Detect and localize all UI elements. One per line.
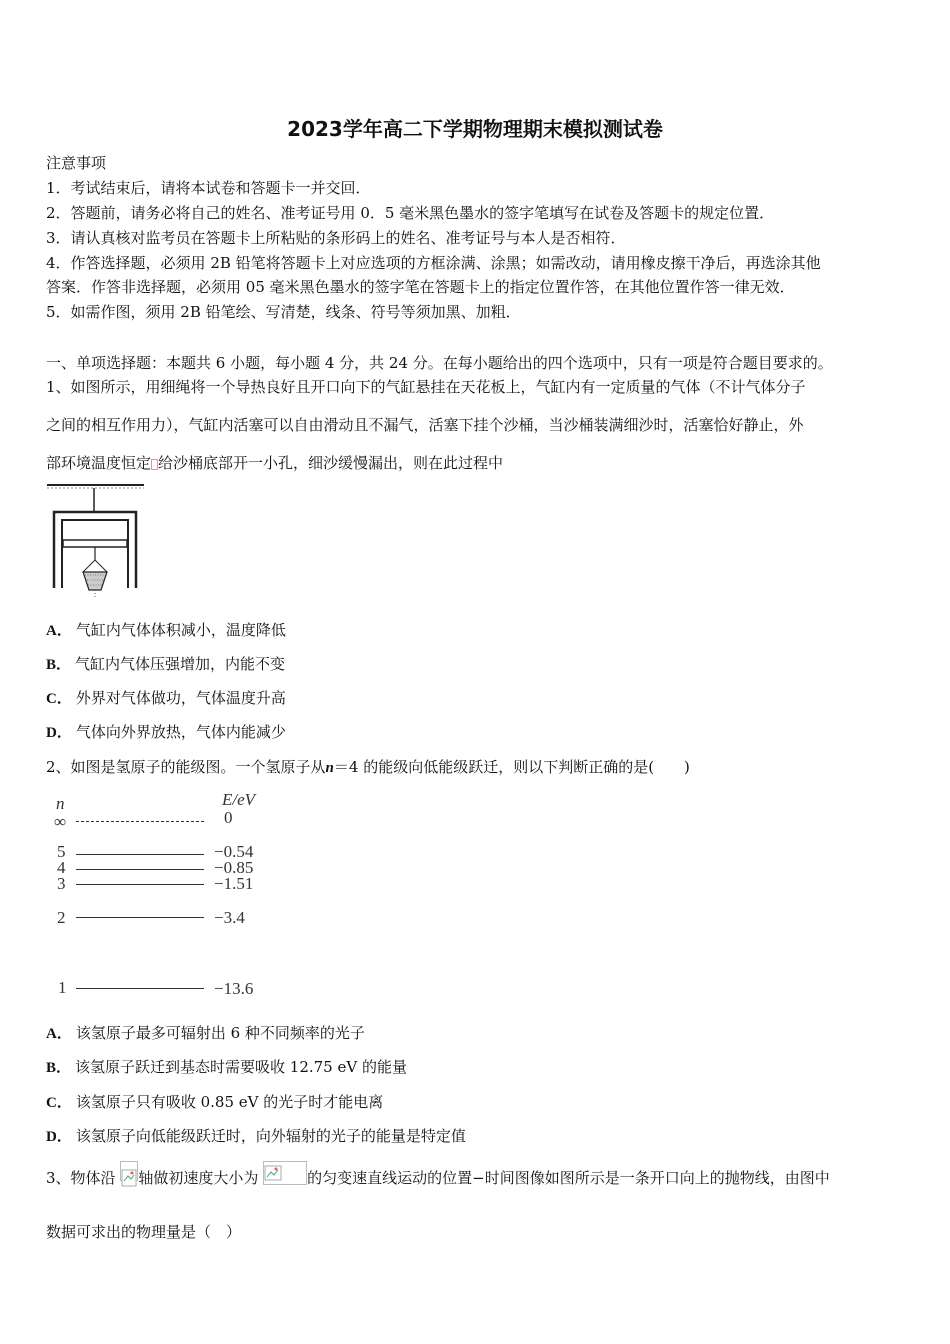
- option-text: 该氢原子向低能级跃迁时，向外辐射的光子的能量是特定值: [75, 1127, 466, 1145]
- q1-stem-text: 给沙桶底部开一小孔，细沙缓慢漏出，则在此过程中: [158, 454, 504, 472]
- level-line-5: [76, 854, 204, 855]
- level-n-label: 5: [57, 842, 66, 861]
- q2-variable: n: [325, 760, 334, 776]
- option-text: 该氢原子跃迁到基态时需要吸收 12.75 eV 的能量: [75, 1058, 407, 1076]
- level-energy-label: −0.54: [214, 842, 254, 861]
- level-line-4: [76, 869, 204, 870]
- cylinder-diagram: [44, 480, 148, 606]
- q1-stem-line: 1、如图所示，用细绳将一个导热良好且开口向下的气缸悬挂在天花板上，气缸内有一定质量的气体（不计气体分子: [46, 378, 806, 396]
- q3-stem: [46, 1158, 830, 1198]
- level-n-label: 4: [57, 858, 66, 877]
- broken-image-icon: [120, 1161, 138, 1181]
- option-letter: A．: [46, 623, 72, 639]
- level-energy-label: −3.4: [214, 908, 245, 927]
- q2-option-a[interactable]: [46, 1022, 365, 1043]
- option-text: 该氢原子最多可辐射出 6 种不同频率的光子: [75, 1024, 365, 1042]
- notice-item: 1．考试结束后，请将本试卷和答题卡一并交回．: [46, 179, 371, 197]
- option-text: 气体向外界放热，气体内能减少: [75, 723, 286, 741]
- q1-stem-line: [46, 452, 503, 473]
- q3-stem-line: 数据可求出的物理量是（ ）: [46, 1223, 242, 1241]
- option-letter: D．: [46, 1129, 72, 1145]
- q2-option-d[interactable]: [46, 1125, 466, 1146]
- q3-stem-text: 轴做初速度大小为: [138, 1169, 259, 1187]
- q3-stem-text: 3、物体沿: [46, 1169, 116, 1187]
- option-text: 气缸内气体压强增加，内能不变: [75, 655, 286, 673]
- level-line-1: [76, 988, 204, 989]
- level-line-infinity: [76, 821, 204, 822]
- option-letter: B．: [46, 657, 72, 673]
- notice-heading: 注意事项: [46, 154, 107, 172]
- broken-image-icon: [151, 459, 158, 470]
- n-axis-label: n: [56, 794, 65, 813]
- q1-option-b[interactable]: [46, 653, 285, 674]
- level-energy-label: −13.6: [214, 979, 254, 998]
- option-text: 外界对气体做功，气体温度升高: [75, 689, 286, 707]
- q1-option-a[interactable]: [46, 619, 286, 640]
- q1-option-d[interactable]: [46, 721, 286, 742]
- q2-stem-text: ＝4 的能级向低能级跃迁，则以下判断正确的是( ): [333, 758, 690, 776]
- notice-item: 答案．作答非选择题，必须用 05 毫米黑色墨水的签字笔在答题卡上的指定位置作答，在其他位置作答一律无效．: [46, 278, 795, 296]
- section-heading: 一、单项选择题：本题共 6 小题，每小题 4 分，共 24 分。在每小题给出的四个选项中，只有一项是符合题目要求的。: [46, 354, 833, 372]
- level-line-3: [76, 884, 204, 885]
- level-n-label: 3: [57, 874, 66, 893]
- q2-option-b[interactable]: [46, 1056, 407, 1077]
- option-letter: A．: [46, 1026, 72, 1042]
- option-letter: D．: [46, 725, 72, 741]
- option-letter: B．: [46, 1060, 72, 1076]
- option-letter: C．: [46, 691, 72, 707]
- page-title: 2023学年高二下学期物理期末模拟测试卷: [287, 117, 663, 141]
- energy-level-diagram: [40, 788, 280, 1003]
- level-energy-label: −0.85: [214, 858, 254, 877]
- q2-option-c[interactable]: [46, 1091, 383, 1112]
- q3-stem-text: 的匀变速直线运动的位置−时间图像如图所示是一条开口向上的抛物线，由图中: [307, 1169, 830, 1187]
- notice-item: 5．如需作图，须用 2B 铅笔绘、写清楚，线条、符号等须加黑、加粗．: [46, 303, 521, 321]
- level-n-label: ∞: [54, 812, 67, 831]
- notice-item: 2．答题前，请务必将自己的姓名、准考证号用 0．5 毫米黑色墨水的签字笔填写在试卷及答题卡的规定位置．: [46, 204, 775, 222]
- broken-image-icon: [263, 1161, 307, 1185]
- notice-item: 3．请认真核对监考员在答题卡上所粘贴的条形码上的姓名、准考证号与本人是否相符．: [46, 229, 626, 247]
- level-line-2: [76, 917, 204, 918]
- level-energy-label: 0: [224, 808, 233, 827]
- option-text: 气缸内气体体积减小，温度降低: [75, 621, 286, 639]
- option-letter: C．: [46, 1095, 72, 1111]
- level-n-label: 1: [58, 978, 67, 997]
- notice-item: 4．作答选择题，必须用 2B 铅笔将答题卡上对应选项的方框涂满、涂黑；如需改动，请用橡皮擦干净后，再选涂其他: [46, 254, 821, 272]
- q1-option-c[interactable]: [46, 687, 286, 708]
- q1-stem-line: 之间的相互作用力），气缸内活塞可以自由滑动且不漏气，活塞下挂个沙桶，当沙桶装满细沙时，活塞恰好静止，外: [46, 416, 804, 434]
- level-n-label: 2: [57, 908, 66, 927]
- q2-stem: [46, 756, 690, 777]
- q1-stem-text: 部环境温度恒定: [46, 454, 152, 472]
- q2-stem-text: 2、如图是氢原子的能级图。一个氢原子从: [46, 758, 326, 776]
- energy-axis-label: E/eV: [222, 790, 256, 809]
- option-text: 该氢原子只有吸收 0.85 eV 的光子时才能电离: [75, 1093, 384, 1111]
- level-energy-label: −1.51: [214, 874, 254, 893]
